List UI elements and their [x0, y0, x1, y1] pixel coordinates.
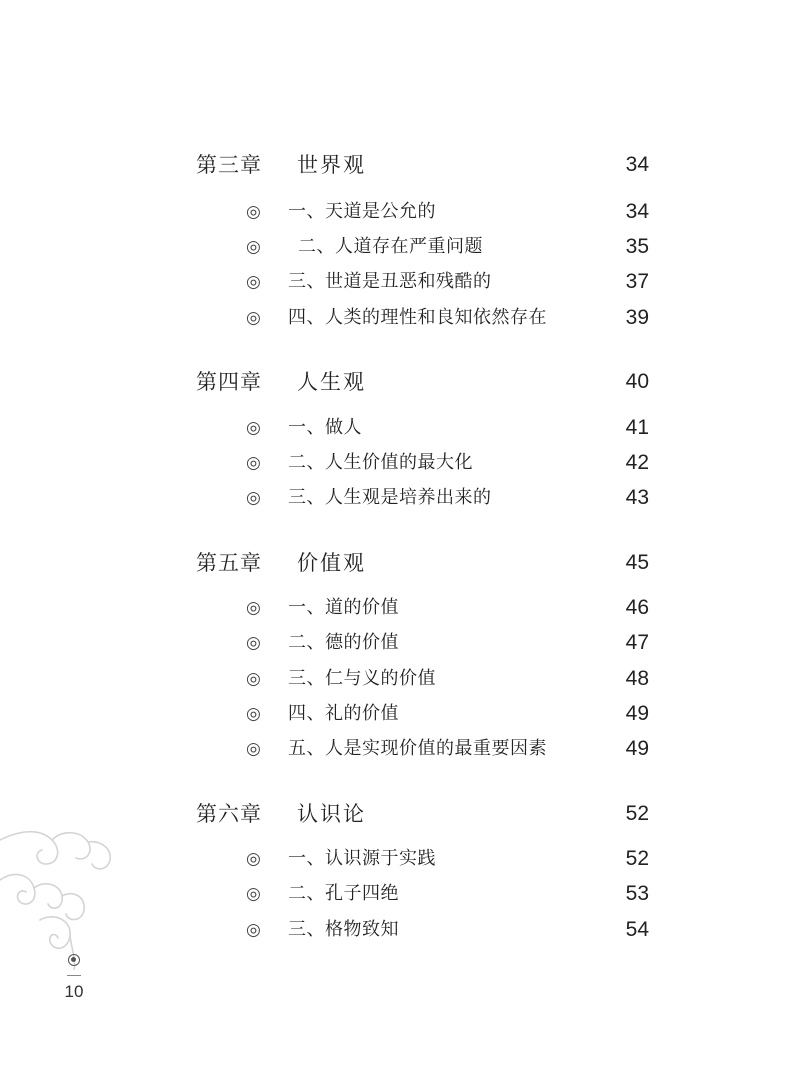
double-circle-bullet-icon: ◎: [246, 920, 261, 940]
page-number: 10: [64, 982, 84, 1001]
section-entry[interactable]: [0, 481, 799, 517]
section-title: 二、德的价值: [288, 632, 399, 653]
section-title: 三、仁与义的价值: [288, 668, 436, 689]
double-circle-bullet-icon: ◎: [246, 488, 261, 508]
section-title: 一、道的价值: [288, 597, 399, 618]
section-page-number: 48: [625, 667, 649, 690]
section-entry[interactable]: [0, 230, 799, 266]
section-entry[interactable]: [0, 265, 799, 301]
section-page-number: 37: [625, 270, 649, 293]
section-entry[interactable]: [0, 697, 799, 733]
section-page-number: 42: [625, 451, 649, 474]
auspicious-cloud-icon: [0, 800, 130, 970]
double-circle-bullet-icon: ◎: [246, 308, 261, 328]
chapter-title: 世界观: [297, 153, 366, 177]
section-entry[interactable]: [0, 662, 799, 698]
section-page-number: 54: [625, 918, 649, 941]
chapter-number: 第三章: [196, 153, 262, 177]
section-entry[interactable]: [0, 195, 799, 231]
section-title: 三、世道是丑恶和残酷的: [288, 271, 492, 292]
section-page-number: 34: [625, 200, 649, 223]
chapter-heading[interactable]: [0, 364, 799, 400]
section-title: 四、礼的价值: [288, 703, 399, 724]
section-title: 三、人生观是培养出来的: [288, 487, 492, 508]
chapter-page-number: 52: [625, 802, 649, 825]
section-title: 三、格物致知: [288, 919, 399, 940]
chapter-heading[interactable]: [0, 147, 799, 183]
section-title: 一、做人: [288, 417, 362, 438]
chapter-title: 人生观: [297, 370, 366, 394]
bullseye-icon: [68, 954, 80, 966]
double-circle-bullet-icon: ◎: [246, 237, 261, 257]
double-circle-bullet-icon: ◎: [246, 202, 261, 222]
section-title: 一、天道是公允的: [288, 201, 436, 222]
double-circle-bullet-icon: ◎: [246, 272, 261, 292]
chapter-number: 第六章: [196, 802, 262, 826]
section-page-number: 53: [625, 882, 649, 905]
section-page-number: 41: [625, 416, 649, 439]
section-entry[interactable]: [0, 411, 799, 447]
section-title: 五、人是实现价值的最重要因素: [288, 738, 547, 759]
section-page-number: 46: [625, 596, 649, 619]
section-title: 四、人类的理性和良知依然存在: [288, 307, 547, 328]
chapter-page-number: 34: [625, 153, 649, 176]
chapter-title: 认识论: [297, 802, 366, 826]
section-page-number: 35: [625, 235, 649, 258]
section-page-number: 39: [625, 306, 649, 329]
chapter-title: 价值观: [297, 551, 366, 575]
section-entry[interactable]: [0, 301, 799, 337]
double-circle-bullet-icon: ◎: [246, 418, 261, 438]
section-entry[interactable]: [0, 626, 799, 662]
section-page-number: 52: [625, 847, 649, 870]
section-page-number: 47: [625, 631, 649, 654]
page-folio: [56, 948, 96, 1008]
folio-divider: [67, 975, 81, 976]
double-circle-bullet-icon: ◎: [246, 453, 261, 473]
section-page-number: 49: [625, 702, 649, 725]
double-circle-bullet-icon: ◎: [246, 669, 261, 689]
chapter-page-number: 40: [625, 370, 649, 393]
section-entry[interactable]: [0, 591, 799, 627]
chapter-number: 第五章: [196, 551, 262, 575]
double-circle-bullet-icon: ◎: [246, 633, 261, 653]
section-title: 二、人生价值的最大化: [288, 452, 473, 473]
section-page-number: 49: [625, 737, 649, 760]
section-page-number: 43: [625, 486, 649, 509]
double-circle-bullet-icon: ◎: [246, 849, 261, 869]
double-circle-bullet-icon: ◎: [246, 704, 261, 724]
section-title: 二、人道存在严重问题: [298, 236, 483, 257]
double-circle-bullet-icon: ◎: [246, 739, 261, 759]
section-title: 一、认识源于实践: [288, 848, 436, 869]
double-circle-bullet-icon: ◎: [246, 598, 261, 618]
chapter-page-number: 45: [625, 551, 649, 574]
section-entry[interactable]: [0, 732, 799, 768]
chapter-number: 第四章: [196, 370, 262, 394]
section-entry[interactable]: [0, 446, 799, 482]
double-circle-bullet-icon: ◎: [246, 884, 261, 904]
chapter-heading[interactable]: [0, 545, 799, 581]
section-title: 二、孔子四绝: [288, 883, 399, 904]
